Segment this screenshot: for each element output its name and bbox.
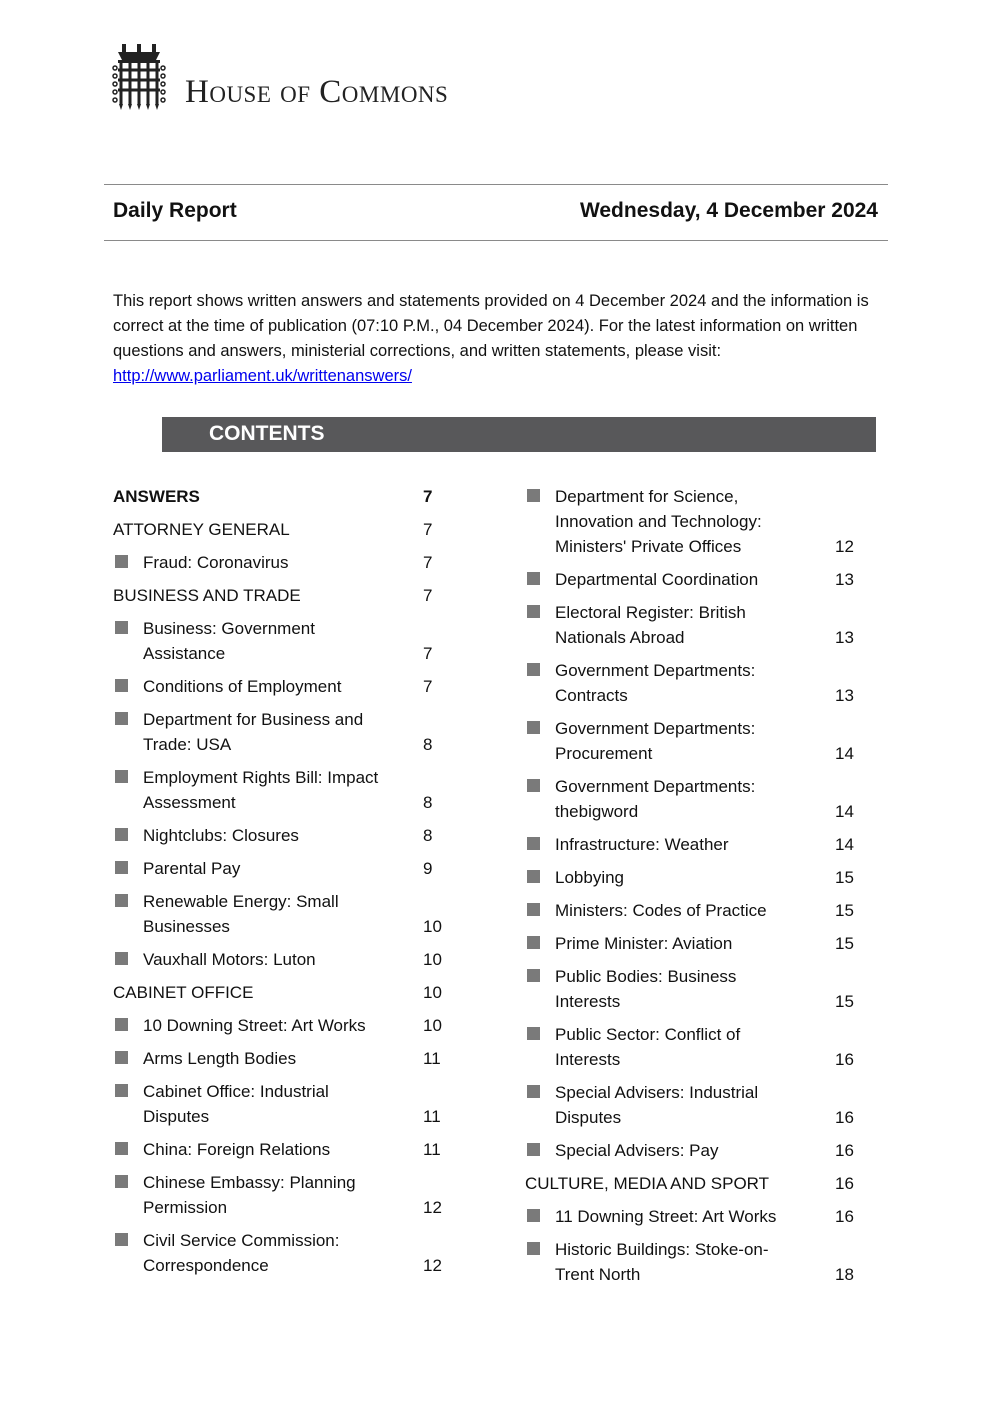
contents-entry-title: Business: Government Assistance bbox=[143, 619, 315, 663]
contents-entry[interactable] bbox=[113, 885, 448, 943]
contents-entry-title: Department for Business and Trade: USA bbox=[143, 710, 364, 754]
contents-entry[interactable] bbox=[525, 1076, 860, 1134]
contents-entry-title: Special Advisers: Industrial Disputes bbox=[555, 1083, 759, 1127]
contents-entry-page: 16 bbox=[835, 1050, 854, 1069]
contents-entry-page: 10 bbox=[423, 983, 442, 1002]
contents-entry-title: Infrastructure: Weather bbox=[555, 835, 729, 854]
contents-entry[interactable] bbox=[113, 480, 448, 513]
contents-entry-title: Government Departments: Procurement bbox=[555, 719, 756, 763]
square-bullet-icon bbox=[527, 936, 540, 949]
contents-entry-title: Lobbying bbox=[555, 868, 625, 887]
contents-entry-title: ANSWERS bbox=[113, 487, 200, 506]
contents-entry-page: 12 bbox=[835, 537, 854, 556]
contents-entry[interactable] bbox=[113, 579, 448, 612]
contents-entry-page: 7 bbox=[423, 644, 433, 663]
contents-entry-title: CULTURE, MEDIA AND SPORT bbox=[525, 1174, 770, 1193]
contents-entry-title: Conditions of Employment bbox=[143, 677, 342, 696]
contents-entry-page: 15 bbox=[835, 868, 854, 887]
contents-entry[interactable] bbox=[525, 861, 860, 894]
contents-entry-page: 16 bbox=[835, 1108, 854, 1127]
square-bullet-icon bbox=[115, 770, 128, 783]
contents-entry-title: 10 Downing Street: Art Works bbox=[143, 1016, 366, 1035]
contents-entry-page: 15 bbox=[835, 934, 854, 953]
contents-entry[interactable] bbox=[525, 894, 860, 927]
square-bullet-icon bbox=[527, 870, 540, 883]
square-bullet-icon bbox=[115, 1018, 128, 1031]
square-bullet-icon bbox=[115, 1175, 128, 1188]
square-bullet-icon bbox=[527, 489, 540, 502]
contents-entry[interactable] bbox=[525, 1018, 860, 1076]
contents-entry-title: Electoral Register: British Nationals Abroad bbox=[555, 603, 746, 647]
contents-entry-title: Historic Buildings: Stoke-on-Trent North bbox=[555, 1240, 769, 1284]
contents-entry-page: 13 bbox=[835, 686, 854, 705]
contents-entry[interactable] bbox=[525, 596, 860, 654]
contents-entry-title: Fraud: Coronavirus bbox=[143, 553, 289, 572]
contents-entry-page: 7 bbox=[423, 520, 433, 539]
square-bullet-icon bbox=[527, 1143, 540, 1156]
contents-entry-page: 11 bbox=[423, 1140, 441, 1159]
contents-entry-page: 7 bbox=[423, 586, 433, 605]
contents-entry-title: Cabinet Office: Industrial Disputes bbox=[143, 1082, 329, 1126]
contents-entry-page: 16 bbox=[835, 1174, 854, 1193]
contents-entry[interactable] bbox=[525, 770, 860, 828]
square-bullet-icon bbox=[527, 605, 540, 618]
contents-entry[interactable] bbox=[113, 1009, 448, 1042]
contents-entry-title: Government Departments: Contracts bbox=[555, 661, 756, 705]
square-bullet-icon bbox=[115, 555, 128, 568]
contents-entry-page: 7 bbox=[423, 677, 433, 696]
contents-entry-page: 7 bbox=[423, 487, 433, 506]
intro-paragraph bbox=[113, 289, 883, 389]
contents-entry-page: 15 bbox=[835, 992, 854, 1011]
contents-entry-title: ATTORNEY GENERAL bbox=[113, 520, 290, 539]
contents-entry[interactable] bbox=[113, 546, 448, 579]
contents-title: CONTENTS bbox=[209, 422, 325, 445]
contents-entry[interactable] bbox=[525, 480, 860, 563]
contents-entry[interactable] bbox=[525, 1134, 860, 1167]
contents-entry-page: 7 bbox=[423, 553, 433, 572]
contents-entry-page: 13 bbox=[835, 570, 854, 589]
square-bullet-icon bbox=[115, 828, 128, 841]
contents-entry-page: 10 bbox=[423, 917, 442, 936]
contents-entry[interactable] bbox=[113, 1042, 448, 1075]
contents-column-left bbox=[113, 480, 448, 1282]
contents-entry-title: Vauxhall Motors: Luton bbox=[143, 950, 316, 969]
square-bullet-icon bbox=[115, 861, 128, 874]
intro-text: This report shows written answers and statements provided on 4 December 2024 and the information is correct at the time of publication (07:10 P.M., 04 December 2024). For the latest information on written questions and answers, ministerial corrections, and written statements, please visit: bbox=[113, 292, 869, 360]
contents-entry-page: 9 bbox=[423, 859, 433, 878]
contents-entry-page: 16 bbox=[835, 1141, 854, 1160]
contents-entry[interactable] bbox=[113, 703, 448, 761]
contents-entry[interactable] bbox=[525, 654, 860, 712]
contents-entry-title: BUSINESS AND TRADE bbox=[113, 586, 301, 605]
contents-entry[interactable] bbox=[113, 670, 448, 703]
portcullis-icon bbox=[112, 44, 166, 117]
contents-entry[interactable] bbox=[525, 712, 860, 770]
contents-entry-page: 14 bbox=[835, 802, 854, 821]
contents-entry[interactable] bbox=[113, 976, 448, 1009]
square-bullet-icon bbox=[527, 1085, 540, 1098]
report-title: Daily Report bbox=[113, 199, 237, 222]
square-bullet-icon bbox=[527, 1027, 540, 1040]
contents-entry[interactable] bbox=[113, 513, 448, 546]
contents-entry[interactable] bbox=[525, 1167, 860, 1200]
contents-entry-page: 11 bbox=[423, 1107, 441, 1126]
square-bullet-icon bbox=[527, 837, 540, 850]
square-bullet-icon bbox=[115, 894, 128, 907]
contents-entry-page: 11 bbox=[423, 1049, 441, 1068]
contents-entry[interactable] bbox=[113, 1133, 448, 1166]
contents-entry-title: Department for Science, Innovation and Technology: Ministers' Private Offices bbox=[555, 487, 762, 556]
square-bullet-icon bbox=[115, 952, 128, 965]
contents-entry-title: China: Foreign Relations bbox=[143, 1140, 331, 1159]
contents-entry-title: Parental Pay bbox=[143, 859, 241, 878]
square-bullet-icon bbox=[527, 969, 540, 982]
header-top-rule bbox=[104, 184, 888, 185]
square-bullet-icon bbox=[115, 1142, 128, 1155]
contents-entry[interactable] bbox=[525, 960, 860, 1018]
contents-entry-page: 10 bbox=[423, 1016, 442, 1035]
report-date: Wednesday, 4 December 2024 bbox=[579, 199, 878, 222]
contents-entry-title: 11 Downing Street: Art Works bbox=[555, 1207, 777, 1226]
contents-entry-page: 16 bbox=[835, 1207, 854, 1226]
header-bottom-rule bbox=[104, 240, 888, 241]
contents-entry-title: Chinese Embassy: Planning Permission bbox=[143, 1173, 356, 1217]
written-answers-link[interactable]: http://www.parliament.uk/writtenanswers/ bbox=[113, 367, 412, 385]
contents-entry-title: Arms Length Bodies bbox=[143, 1049, 297, 1068]
contents-entry-page: 13 bbox=[835, 628, 854, 647]
square-bullet-icon bbox=[115, 1051, 128, 1064]
contents-entry[interactable] bbox=[113, 612, 448, 670]
contents-entry[interactable] bbox=[113, 852, 448, 885]
contents-entry[interactable] bbox=[113, 819, 448, 852]
contents-entry-title: Public Bodies: Business Interests bbox=[555, 967, 737, 1011]
contents-entry-page: 14 bbox=[835, 744, 854, 763]
square-bullet-icon bbox=[527, 572, 540, 585]
square-bullet-icon bbox=[115, 1233, 128, 1246]
square-bullet-icon bbox=[527, 721, 540, 734]
contents-entry-page: 8 bbox=[423, 826, 433, 845]
contents-entry[interactable] bbox=[525, 563, 860, 596]
organisation-name: House of Commons bbox=[185, 74, 449, 110]
contents-entry-page: 18 bbox=[835, 1265, 854, 1284]
contents-entry[interactable] bbox=[113, 1166, 448, 1224]
contents-entry[interactable] bbox=[113, 943, 448, 976]
contents-entry-page: 14 bbox=[835, 835, 854, 854]
contents-column-right bbox=[525, 480, 860, 1291]
contents-entry-page: 10 bbox=[423, 950, 442, 969]
contents-entry[interactable] bbox=[113, 761, 448, 819]
contents-entry-title: Renewable Energy: Small Businesses bbox=[143, 892, 339, 936]
contents-entry-title: Special Advisers: Pay bbox=[555, 1141, 719, 1160]
contents-entry-page: 12 bbox=[423, 1198, 442, 1217]
contents-entry-page: 15 bbox=[835, 901, 854, 920]
contents-entry-title: Prime Minister: Aviation bbox=[555, 934, 733, 953]
contents-entry-title: Ministers: Codes of Practice bbox=[555, 901, 767, 920]
contents-banner bbox=[162, 417, 876, 452]
contents-entry-title: Departmental Coordination bbox=[555, 570, 759, 589]
square-bullet-icon bbox=[527, 779, 540, 792]
contents-entry[interactable] bbox=[525, 927, 860, 960]
square-bullet-icon bbox=[115, 1084, 128, 1097]
square-bullet-icon bbox=[115, 621, 128, 634]
contents-entry[interactable] bbox=[525, 828, 860, 861]
contents-entry-title: CABINET OFFICE bbox=[113, 983, 254, 1002]
contents-entry-title: Civil Service Commission: Correspondence bbox=[143, 1231, 340, 1275]
contents-entry[interactable] bbox=[525, 1233, 860, 1291]
contents-entry-page: 12 bbox=[423, 1256, 442, 1275]
contents-entry-page: 8 bbox=[423, 793, 433, 812]
square-bullet-icon bbox=[527, 663, 540, 676]
square-bullet-icon bbox=[115, 679, 128, 692]
contents-entry-title: Nightclubs: Closures bbox=[143, 826, 299, 845]
contents-entry[interactable] bbox=[525, 1200, 860, 1233]
square-bullet-icon bbox=[527, 903, 540, 916]
square-bullet-icon bbox=[115, 712, 128, 725]
contents-entry-page: 8 bbox=[423, 735, 433, 754]
contents-entry[interactable] bbox=[113, 1075, 448, 1133]
contents-entry-title: Employment Rights Bill: Impact Assessment bbox=[143, 768, 379, 812]
contents-entry-title: Government Departments: thebigword bbox=[555, 777, 756, 821]
contents-entry[interactable] bbox=[113, 1224, 448, 1282]
square-bullet-icon bbox=[527, 1242, 540, 1255]
contents-entry-title: Public Sector: Conflict of Interests bbox=[555, 1025, 741, 1069]
square-bullet-icon bbox=[527, 1209, 540, 1222]
